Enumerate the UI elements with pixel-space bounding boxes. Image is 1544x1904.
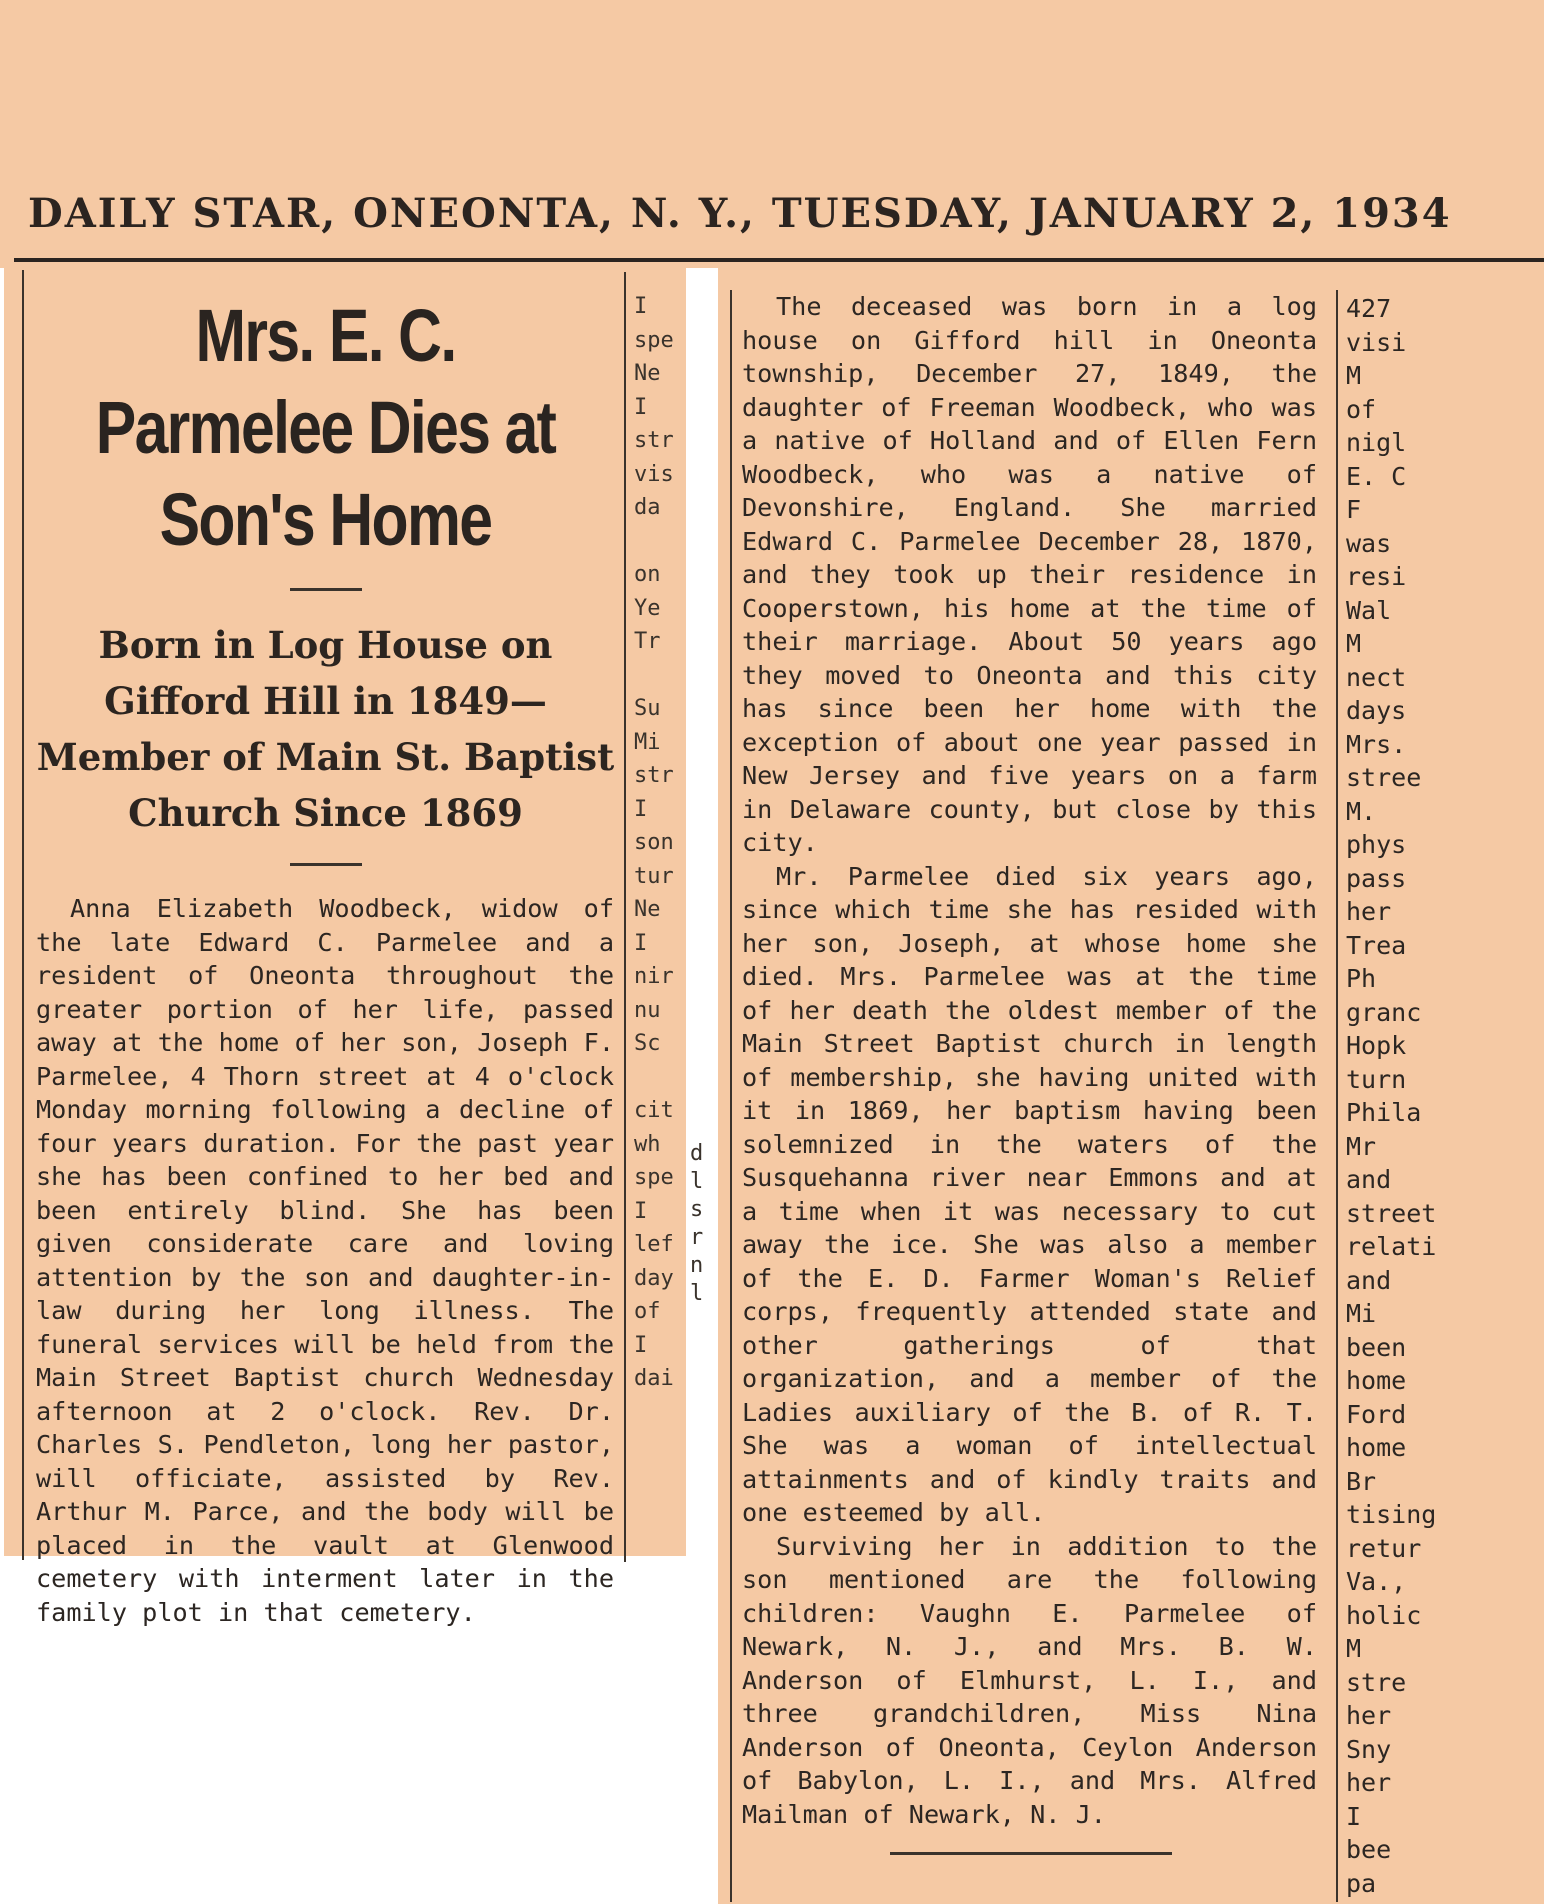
clipped-text-fragment: son xyxy=(634,830,674,855)
clipping-gap xyxy=(686,268,718,1558)
clipped-text-fragment: Ph xyxy=(1346,964,1377,993)
clipped-text-fragment: nect xyxy=(1346,662,1407,692)
clipped-text-fragment: street xyxy=(1346,1198,1437,1228)
clipped-text-fragment: tising xyxy=(1346,1500,1437,1529)
clipped-text-fragment: nigl xyxy=(1346,428,1407,457)
masthead-rule xyxy=(14,258,1544,262)
clipped-text-fragment: Hopk xyxy=(1346,1031,1407,1060)
clipped-text-fragment: her xyxy=(1346,897,1392,926)
clipped-text-fragment: Su xyxy=(634,696,661,721)
clipped-text-fragment: cit xyxy=(634,1098,674,1123)
column-rule xyxy=(730,290,732,1902)
clipped-text-fragment: day xyxy=(634,1265,674,1291)
clipped-text-fragment: of xyxy=(1346,394,1377,424)
clipped-text-fragment: spe xyxy=(634,1165,674,1190)
clipped-text-fragment: Sc xyxy=(634,1031,661,1056)
article-right-column xyxy=(742,290,1317,1831)
clipped-text-fragment: her xyxy=(1346,1768,1392,1797)
clipped-text-fragment: tur xyxy=(634,863,674,889)
clipped-text-fragment: I xyxy=(634,294,648,319)
clipped-text-fragment: Mr xyxy=(1346,1131,1377,1161)
clipped-text-fragment: of xyxy=(634,1299,661,1324)
clipped-text-fragment: d xyxy=(690,1141,704,1166)
clipped-text-fragment: I xyxy=(634,796,648,822)
clipped-text-fragment: r xyxy=(690,1225,704,1250)
clipped-text-fragment: Sny xyxy=(1346,1734,1392,1764)
clipped-text-fragment: been xyxy=(1346,1332,1407,1362)
end-of-article-rule xyxy=(890,1852,1172,1855)
article-paragraph: Anna Elizabeth Woodbeck, widow of the late Edward C. Parmelee and a resident of Oneonta throughout the greater portion of her life, passed away at the home of her son, Joseph F. Parmelee, 4 Thorn street at 4 o'clock Monday morning following a decline of four years duration. For the past year she has been confined to her bed and been entirely blind. She has been given considerate care and loving attention by the son and daughter-in-law during her long illness. The funeral services will be held from the Main Street Baptist church Wednesday afternoon at 2 o'clock. Rev. Dr. Charles S. Pendleton, long her pastor, will officiate, assisted by Rev. Arthur M. Parce, and the body will be placed in the vault at Glenwood cemetery with interment later in the family plot in that cemetery. xyxy=(36,894,614,1627)
clipped-text-fragment: holic xyxy=(1346,1600,1422,1630)
clipped-text-fragment: Ford xyxy=(1346,1399,1407,1429)
clipped-text-fragment: I xyxy=(634,1198,648,1224)
clipped-text-fragment: nir xyxy=(634,964,674,989)
clipped-text-fragment: Wal xyxy=(1346,595,1392,625)
clipped-text-fragment: bee xyxy=(1346,1835,1392,1864)
clipped-text-fragment: days xyxy=(1346,696,1407,725)
clipped-text-fragment: granc xyxy=(1346,997,1422,1027)
clipped-text-fragment xyxy=(634,659,686,693)
clipped-text-fragment: da xyxy=(634,495,661,520)
clipped-text-fragment: I xyxy=(634,394,648,420)
clipped-far-right-column xyxy=(1346,292,1544,1900)
clipped-text-fragment: wh xyxy=(634,1131,661,1157)
article-paragraph: The deceased was born in a log house on Gifford hill in Oneonta township, December 27, 1849, the daughter of Freeman Woodbeck, who was a native of Holland and of Ellen Fern Woodbeck, who was a native of Devonshire, England. She married Edward C. Parmelee December 28, 1870, and they took up their residence in Cooperstown, his home at the time of their marriage. About 50 years ago they moved to Oneonta and this city has since been her home with the exception of about one year passed in New Jersey and five years on a farm in Delaware county, but close by this city. xyxy=(742,292,1317,857)
clipped-text-fragment xyxy=(634,1061,686,1095)
clipped-text-fragment: home xyxy=(1346,1366,1407,1395)
clipped-text-fragment: on xyxy=(634,562,661,587)
clipped-text-fragment: Phila xyxy=(1346,1098,1422,1127)
clipped-text-fragment: pa xyxy=(1346,1868,1377,1898)
clipped-text-fragment: pass xyxy=(1346,863,1407,893)
clipped-text-fragment: Ne xyxy=(634,897,661,922)
clipped-text-fragment: M. xyxy=(1346,796,1377,826)
article-paragraph: Mr. Parmelee died six years ago, since which time she has resided with her son, Joseph, at whose home she died. Mrs. Parmelee was at the time of her death the oldest member of the Main Street Baptist church in length of membership, she having united with it in 1869, her baptism having been solemnized in the waters of the Susquehanna river near Emmons and at a time when it was necessary to cut away the ice. She was also a member of the E. D. Farmer Woman's Relief corps, frequently attended state and other gatherings of that organization, and a member of the Ladies auxiliary of the B. of R. T. She was a woman of intellectual attainments and of kindly traits and one esteemed by all. xyxy=(742,861,1317,1527)
clipped-text-fragment: Mi xyxy=(1346,1299,1377,1328)
clipped-text-fragment: l xyxy=(690,1169,704,1194)
clipped-text-fragment: Va., xyxy=(1346,1567,1407,1596)
column-rule xyxy=(22,270,24,1560)
clipped-text-fragment: and xyxy=(1346,1165,1392,1194)
clipped-text-fragment: str xyxy=(634,763,674,788)
clipped-text-fragment: M xyxy=(1346,1634,1362,1663)
clipped-text-fragment: I xyxy=(634,1332,648,1358)
clipped-text-fragment: visi xyxy=(1346,327,1407,357)
clipped-text-fragment: relati xyxy=(1346,1232,1437,1261)
clipped-text-fragment: Ne xyxy=(634,361,661,386)
clipped-text-fragment: Tr xyxy=(634,629,661,654)
clipped-text-fragment: F xyxy=(1346,495,1362,524)
clipped-text-fragment: Ye xyxy=(634,595,661,621)
clipped-text-fragment: lef xyxy=(634,1232,674,1257)
clipped-text-fragment: 427 xyxy=(1346,294,1392,323)
column-rule xyxy=(624,272,626,1562)
clipped-text-fragment: I xyxy=(1346,1801,1362,1831)
clipped-text-fragment: stre xyxy=(1346,1667,1407,1697)
divider-rule xyxy=(290,588,362,591)
article-subhead: Born in Log House on Gifford Hill in 1849—Member of Main St. Baptist Church Since 1869 xyxy=(36,623,615,835)
clipped-text-fragment: dai xyxy=(634,1366,674,1391)
clipped-text-fragment: stree xyxy=(1346,763,1422,792)
article-left-column xyxy=(28,280,623,1629)
clipped-text-fragment: Trea xyxy=(1346,930,1407,960)
clipped-text-fragment: str xyxy=(634,428,674,453)
clipped-text-fragment: retur xyxy=(1346,1533,1422,1563)
clipped-text-fragment: Mi xyxy=(634,729,661,755)
clipped-text-fragment: M xyxy=(1346,629,1362,658)
clipped-adjacent-column-2 xyxy=(690,1140,716,1308)
clipped-text-fragment: Mrs. xyxy=(1346,729,1407,759)
clipped-text-fragment: home xyxy=(1346,1433,1407,1462)
clipped-text-fragment: l xyxy=(690,1281,704,1306)
newspaper-masthead: DAILY STAR, ONEONTA, N. Y., TUESDAY, JANUARY 2, 1934 xyxy=(28,190,1452,237)
clipped-text-fragment: was xyxy=(1346,528,1392,558)
clipped-text-fragment: M xyxy=(1346,361,1362,390)
clipped-text-fragment: resi xyxy=(1346,562,1407,591)
article-headline: Mrs. E. C. Parmelee Dies at Son's Home xyxy=(95,294,556,561)
clipped-text-fragment: Br xyxy=(1346,1466,1377,1496)
clipped-text-fragment: vis xyxy=(634,461,674,487)
clipped-text-fragment: and xyxy=(1346,1265,1392,1295)
clipped-text-fragment: I xyxy=(634,930,648,956)
clipped-text-fragment: spe xyxy=(634,327,674,353)
clipped-text-fragment: n xyxy=(690,1253,704,1278)
clipped-text-fragment: phys xyxy=(1346,830,1407,859)
divider-rule xyxy=(290,863,362,866)
clipped-text-fragment xyxy=(634,525,686,559)
clipped-adjacent-column xyxy=(634,290,686,1396)
clipped-text-fragment: E. C xyxy=(1346,461,1407,491)
article-paragraph: Surviving her in addition to the son mentioned are the following children: Vaughn E. Parmelee of Newark, N. J., and Mrs. B. W. Anderson of Elmhurst, L. I., and three grandchildren, Miss Nina Anderson of Oneonta, Ceylon Anderson of Babylon, L. I., and Mrs. Alfred Mailman of Newark, N. J. xyxy=(742,1531,1317,1829)
clipped-text-fragment: nu xyxy=(634,997,661,1023)
clipped-text-fragment: s xyxy=(690,1197,704,1222)
clipped-text-fragment: turn xyxy=(1346,1064,1407,1094)
clipped-text-fragment: her xyxy=(1346,1701,1392,1730)
column-rule xyxy=(1336,290,1338,1902)
